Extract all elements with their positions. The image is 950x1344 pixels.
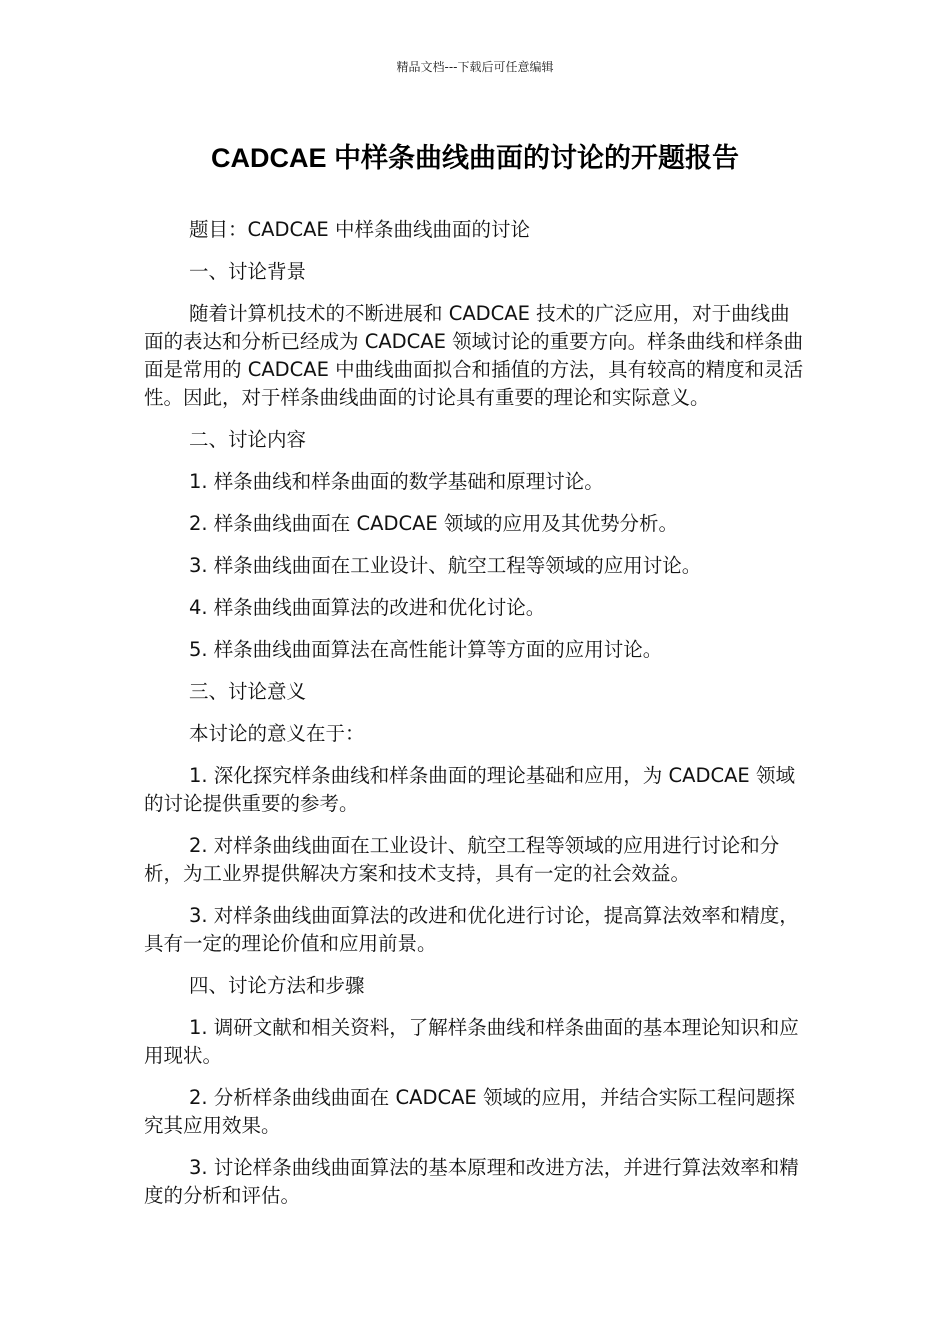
method-item-2: 2. 分析样条曲线曲面在 CADCAE 领域的应用，并结合实际工程问题探究其应用效果。 xyxy=(144,1086,795,1137)
section-heading-significance: 三、讨论意义 xyxy=(189,680,307,703)
section-heading-methods: 四、讨论方法和步骤 xyxy=(189,974,365,997)
section-heading-background: 一、讨论背景 xyxy=(189,260,307,283)
content-item-3: 3. 样条曲线曲面在工业设计、航空工程等领域的应用讨论。 xyxy=(189,554,702,577)
significance-item-2: 2. 对样条曲线曲面在工业设计、航空工程等领域的应用进行讨论和分析，为工业界提供解决方案和技术支持，具有一定的社会效益。 xyxy=(144,834,780,885)
page-header: 精品文档---下载后可任意编辑 xyxy=(396,60,554,74)
significance-item-3: 3. 对样条曲线曲面算法的改进和优化进行讨论，提高算法效率和精度，具有一定的理论价值和应用前景。 xyxy=(144,904,799,955)
content-item-2: 2. 样条曲线曲面在 CADCAE 领域的应用及其优势分析。 xyxy=(189,512,678,535)
content-item-4: 4. 样条曲线曲面算法的改进和优化讨论。 xyxy=(189,596,546,619)
subject-line: 题目：CADCAE 中样条曲线曲面的讨论 xyxy=(189,218,530,241)
background-paragraph: 随着计算机技术的不断进展和 CADCAE 技术的广泛应用，对于曲线曲面的表达和分析已经成为 CADCAE 领域讨论的重要方向。样条曲线和样条曲面是常用的 CADCAE 中曲线曲面拟合和插值的方法，具有较高的精度和灵活性。因此，对于样条曲线曲面的讨论具有重要的理论和实际意义。 xyxy=(144,302,804,409)
method-item-1: 1. 调研文献和相关资料，了解样条曲线和样条曲面的基本理论知识和应用现状。 xyxy=(144,1016,799,1067)
content-item-5: 5. 样条曲线曲面算法在高性能计算等方面的应用讨论。 xyxy=(189,638,663,661)
method-item-3: 3. 讨论样条曲线曲面算法的基本原理和改进方法，并进行算法效率和精度的分析和评估。 xyxy=(144,1156,799,1207)
content-item-1: 1. 样条曲线和样条曲面的数学基础和原理讨论。 xyxy=(189,470,604,493)
significance-intro: 本讨论的意义在于： xyxy=(189,722,365,745)
significance-item-1: 1. 深化探究样条曲线和样条曲面的理论基础和应用，为 CADCAE 领域的讨论提供重要的参考。 xyxy=(144,764,795,815)
document-title: CADCAE 中样条曲线曲面的讨论的开题报告 xyxy=(210,143,739,173)
section-heading-content: 二、讨论内容 xyxy=(189,428,307,451)
document-body xyxy=(144,216,804,1224)
